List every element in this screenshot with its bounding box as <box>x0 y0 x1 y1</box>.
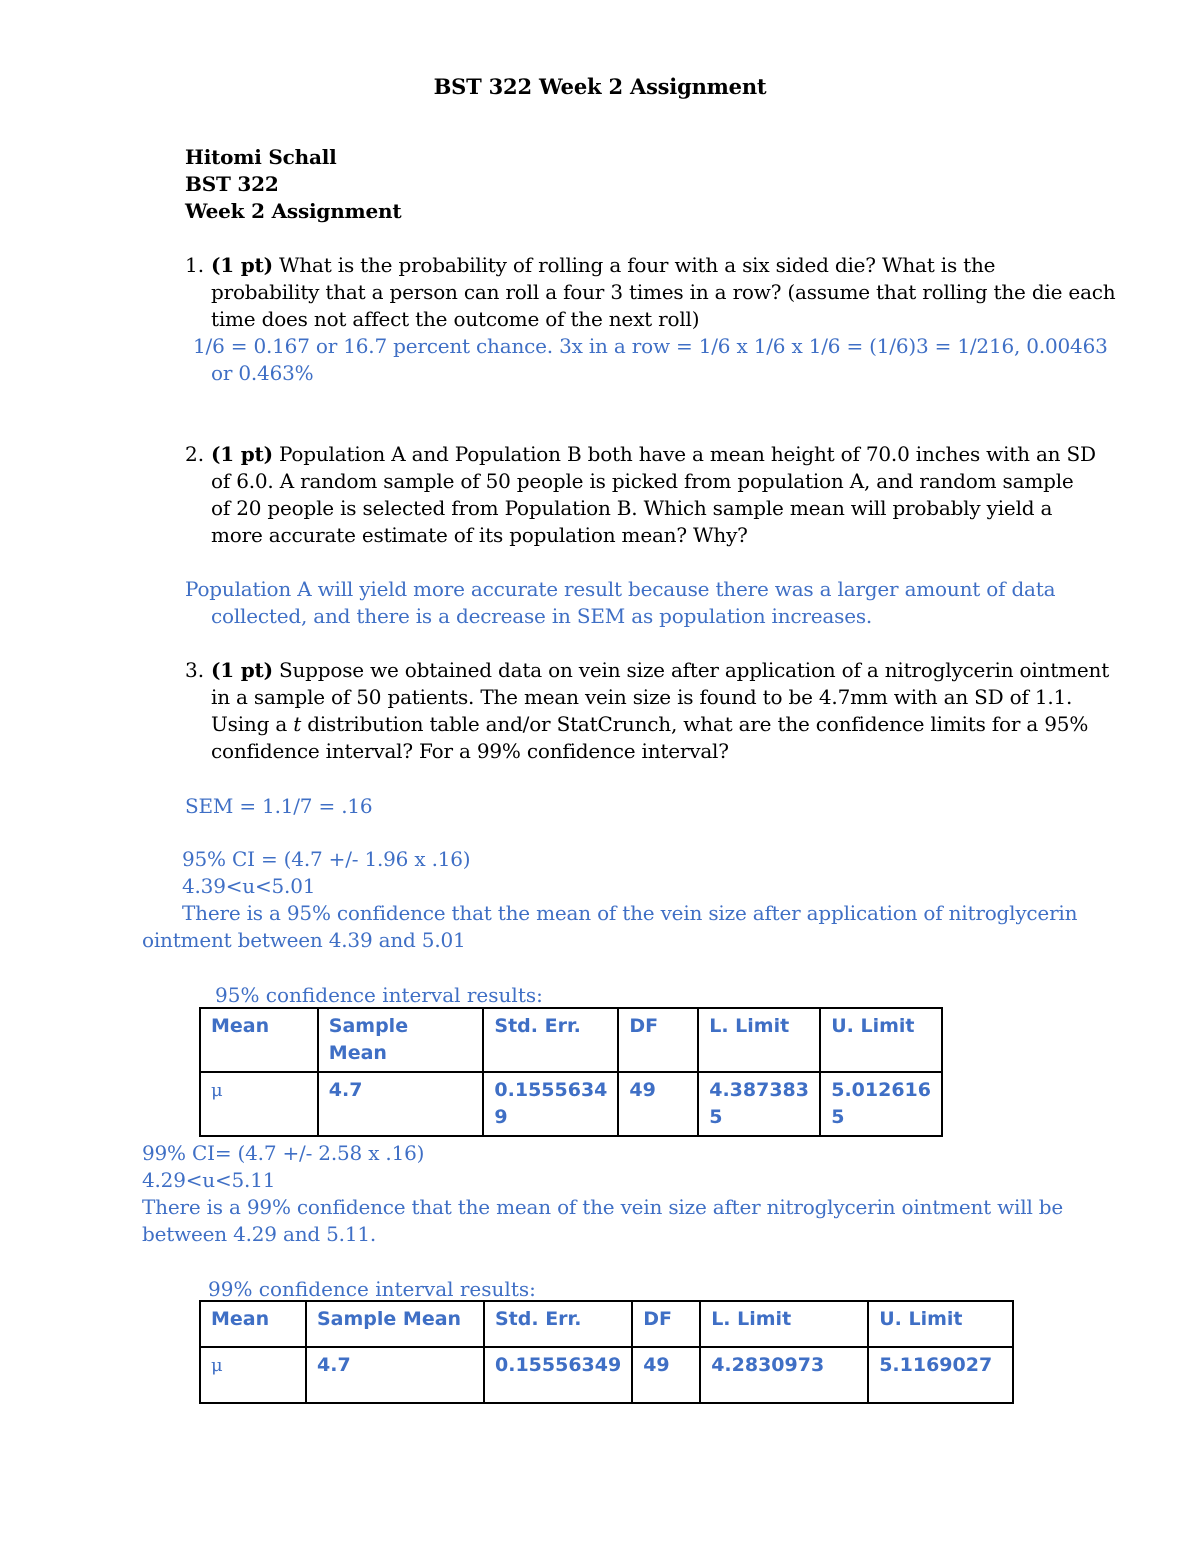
header-cell: Sample Mean <box>318 1008 484 1072</box>
table-header-row <box>200 1301 1013 1347</box>
header-cell: DF <box>632 1301 700 1347</box>
question-3-line-3-post: distribution table and/or StatCrunch, what are the confidence limits for a 95% <box>301 712 1089 736</box>
header-cell: Sample Mean <box>306 1301 484 1347</box>
ci99-table-caption: 99% confidence interval results: <box>208 1277 536 1301</box>
question-3-number: 3. <box>185 658 205 682</box>
mu-symbol: μ <box>211 1355 223 1376</box>
header-cell: Std. Err. <box>483 1008 618 1072</box>
question-1-text-1: What is the probability of rolling a four with a six sided die? What is the <box>272 253 996 277</box>
question-2-points: (1 pt) <box>211 442 273 466</box>
ci95-statement-1: There is a 95% confidence that the mean of the vein size after application of nitroglycerin <box>182 901 1078 925</box>
ci95-formula: 95% CI = (4.7 +/- 1.96 x .16) <box>182 847 471 871</box>
sem-calculation: SEM = 1.1/7 = .16 <box>185 794 373 818</box>
question-3-line-1 <box>211 657 1109 684</box>
question-2-line-1 <box>211 441 1096 468</box>
table-cell <box>200 1072 318 1136</box>
table-cell: 4.7 <box>306 1347 484 1403</box>
question-1-points: (1 pt) <box>211 253 273 277</box>
t-symbol: t <box>293 712 302 736</box>
course-code: BST 322 <box>185 172 279 196</box>
table-cell: 49 <box>632 1347 700 1403</box>
assignment-label: Week 2 Assignment <box>185 199 402 223</box>
table-cell <box>200 1347 306 1403</box>
ci99-statement-1: There is a 99% confidence that the mean of the vein size after nitroglycerin ointment will be <box>142 1195 1064 1219</box>
header-cell: Mean <box>200 1301 306 1347</box>
question-3-line-4: confidence interval? For a 99% confidence interval? <box>211 739 729 763</box>
question-2-number: 2. <box>185 442 205 466</box>
question-3-line-3 <box>211 711 1088 738</box>
question-2-line-4: more accurate estimate of its population mean? Why? <box>211 523 748 547</box>
answer-2-line-2: collected, and there is a decrease in SEM as population increases. <box>211 604 873 628</box>
question-2-text-1: Population A and Population B both have a mean height of 70.0 inches with an SD <box>272 442 1096 466</box>
table-row <box>200 1347 1013 1403</box>
table-cell: 0.15556349 <box>484 1347 632 1403</box>
answer-2-line-1: Population A will yield more accurate result because there was a larger amount of data <box>185 577 1056 601</box>
table-cell: 5.1169027 <box>868 1347 1013 1403</box>
table-header-row <box>200 1008 942 1072</box>
ci99-formula: 99% CI= (4.7 +/- 2.58 x .16) <box>142 1141 425 1165</box>
table-cell: 4.7 <box>318 1072 484 1136</box>
table-cell: 49 <box>618 1072 698 1136</box>
mu-symbol: μ <box>211 1080 223 1101</box>
question-3-line-3-pre: Using a <box>211 712 294 736</box>
header-cell: Mean <box>200 1008 318 1072</box>
question-3-line-2: in a sample of 50 patients. The mean vein size is found to be 4.7mm with an SD of 1.1. <box>211 685 1073 709</box>
header-cell: U. Limit <box>820 1008 942 1072</box>
ci99-statement-2: between 4.29 and 5.11. <box>142 1222 377 1246</box>
header-cell: L. Limit <box>700 1301 868 1347</box>
ci95-results-table <box>199 1007 943 1137</box>
ci99-range: 4.29<u<5.11 <box>142 1168 276 1192</box>
document-title: BST 322 Week 2 Assignment <box>433 74 767 99</box>
question-1-line-2: probability that a person can roll a four 3 times in a row? (assume that rolling the die each <box>211 280 1116 304</box>
student-name: Hitomi Schall <box>185 145 337 169</box>
answer-1-line-1: 1/6 = 0.167 or 16.7 percent chance. 3x in a row = 1/6 x 1/6 x 1/6 = (1/6)3 = 1/216, 0.00463 <box>193 334 1108 358</box>
question-2-line-3: of 20 people is selected from Population B. Which sample mean will probably yield a <box>211 496 1053 520</box>
table-row <box>200 1072 942 1136</box>
answer-1-line-2: or 0.463% <box>211 361 314 385</box>
question-2-line-2: of 6.0. A random sample of 50 people is picked from population A, and random sample <box>211 469 1074 493</box>
question-1-number: 1. <box>185 253 205 277</box>
header-cell: U. Limit <box>868 1301 1013 1347</box>
question-1-line-3: time does not affect the outcome of the next roll) <box>211 307 700 331</box>
ci95-statement-2: ointment between 4.39 and 5.01 <box>142 928 466 952</box>
table-cell: 0.1555634 9 <box>483 1072 618 1136</box>
header-cell: DF <box>618 1008 698 1072</box>
table-cell: 5.012616 5 <box>820 1072 942 1136</box>
question-3-text-1: Suppose we obtained data on vein size after application of a nitroglycerin ointment <box>272 658 1110 682</box>
ci95-range: 4.39<u<5.01 <box>182 874 316 898</box>
table-cell: 4.2830973 <box>700 1347 868 1403</box>
ci95-table-caption: 95% confidence interval results: <box>215 983 543 1007</box>
table-cell: 4.387383 5 <box>698 1072 820 1136</box>
ci99-results-table <box>199 1300 1014 1404</box>
header-cell: L. Limit <box>698 1008 820 1072</box>
header-cell: Std. Err. <box>484 1301 632 1347</box>
question-3-points: (1 pt) <box>211 658 273 682</box>
question-1-line-1 <box>211 252 995 279</box>
